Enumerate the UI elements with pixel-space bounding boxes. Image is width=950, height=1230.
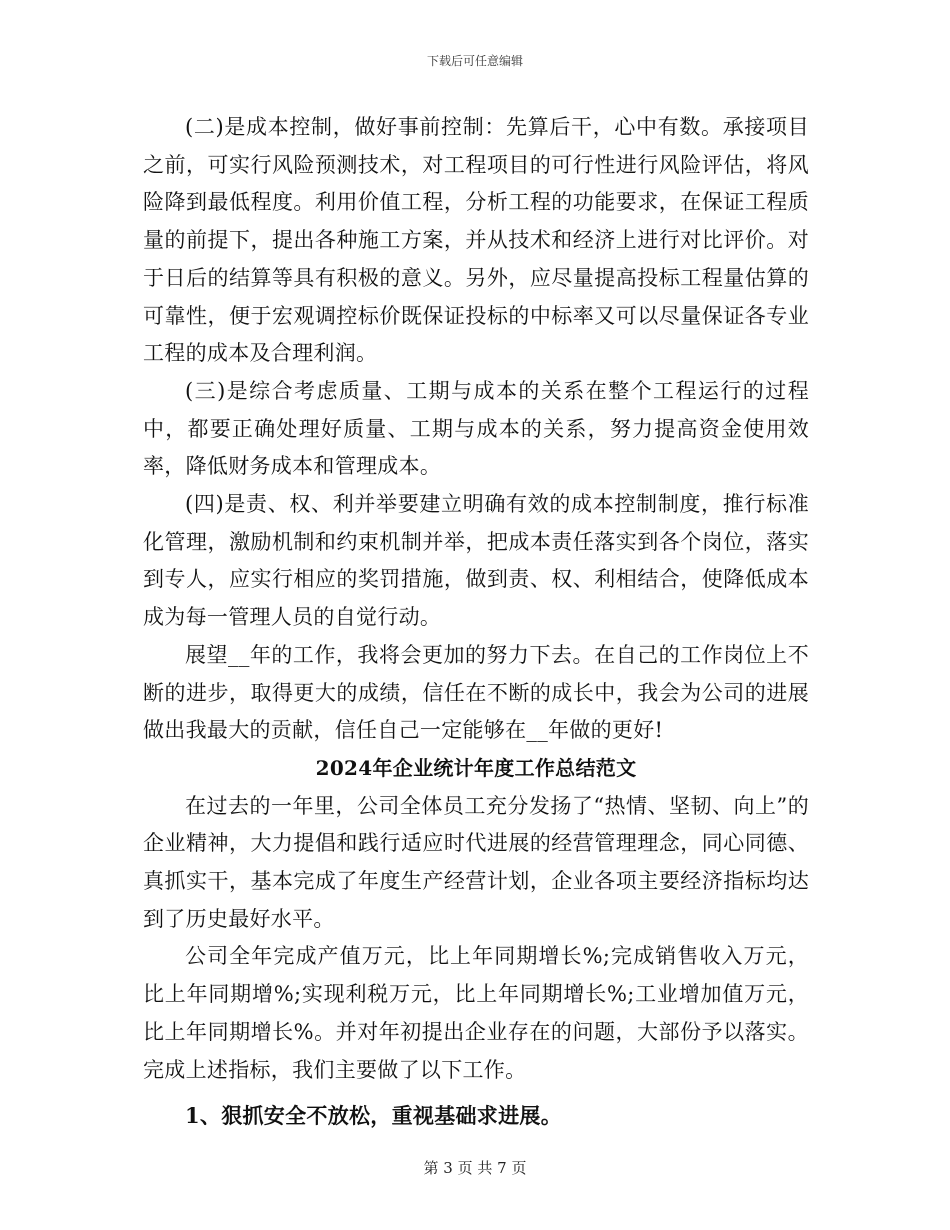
page-number: 第 3 页 共 7 页 <box>423 1159 527 1177</box>
paragraph-responsibility-system: (四)是责、权、利并举要建立明确有效的成本控制制度，推行标准化管理，激励机制和约束机制并举，把成本责任落实到各个岗位，落实到专人，应实行相应的奖罚措施，做到责、权、利相结合，使降低成本成为每一管理人员的自觉行动。 <box>143 492 809 630</box>
paragraph-quality-schedule-cost: (三)是综合考虑质量、工期与成本的关系在整个工程运行的过程中，都要正确处理好质量、工期与成本的关系，努力提高资金使用效率，降低财务成本和管理成本。 <box>143 378 809 479</box>
paragraph-outlook: 展望__年的工作，我将会更加的努力下去。在自己的工作岗位上不断的进步，取得更大的成绩，信任在不断的成长中，我会为公司的进展做出我最大的贡献，信任自己一定能够在__年做的更好! <box>143 642 809 743</box>
paragraph-annual-indicators: 公司全年完成产值万元，比上年同期增长%;完成销售收入万元，比上年同期增%;实现利税万元，比上年同期增长%;工业增加值万元，比上年同期增长%。并对年初提出企业存在的问题，大部份予以落实。完成上述指标，我们主要做了以下工作。 <box>143 944 809 1082</box>
page-header-note: 下载后可任意编辑 <box>426 54 523 68</box>
document-body <box>143 109 809 1135</box>
paragraph-past-year: 在过去的一年里，公司全体员工充分发扬了“热情、坚韧、向上”的企业精神，大力提倡和践行适应时代进展的经营管理理念，同心同德、真抓实干，基本完成了年度生产经营计划，企业各项主要经济指标均达到了历史最好水平。 <box>143 793 809 931</box>
sub-heading-safety: 1、狠抓安全不放松，重视基础求进展。 <box>185 1103 563 1129</box>
paragraph-cost-control: (二)是成本控制，做好事前控制：先算后干，心中有数。承接项目之前，可实行风险预测技术，对工程项目的可行性进行风险评估，将风险降到最低程度。利用价值工程，分析工程的功能要求，在保证工程质量的前提下，提出各种施工方案，并从技术和经济上进行对比评价。对于日后的结算等具有积极的意义。另外，应尽量提高投标工程量估算的可靠性，便于宏观调控标价既保证投标的中标率又可以尽量保证各专业工程的成本及合理利润。 <box>143 115 809 366</box>
section-title: 2024年企业统计年度工作总结范文 <box>315 755 637 780</box>
